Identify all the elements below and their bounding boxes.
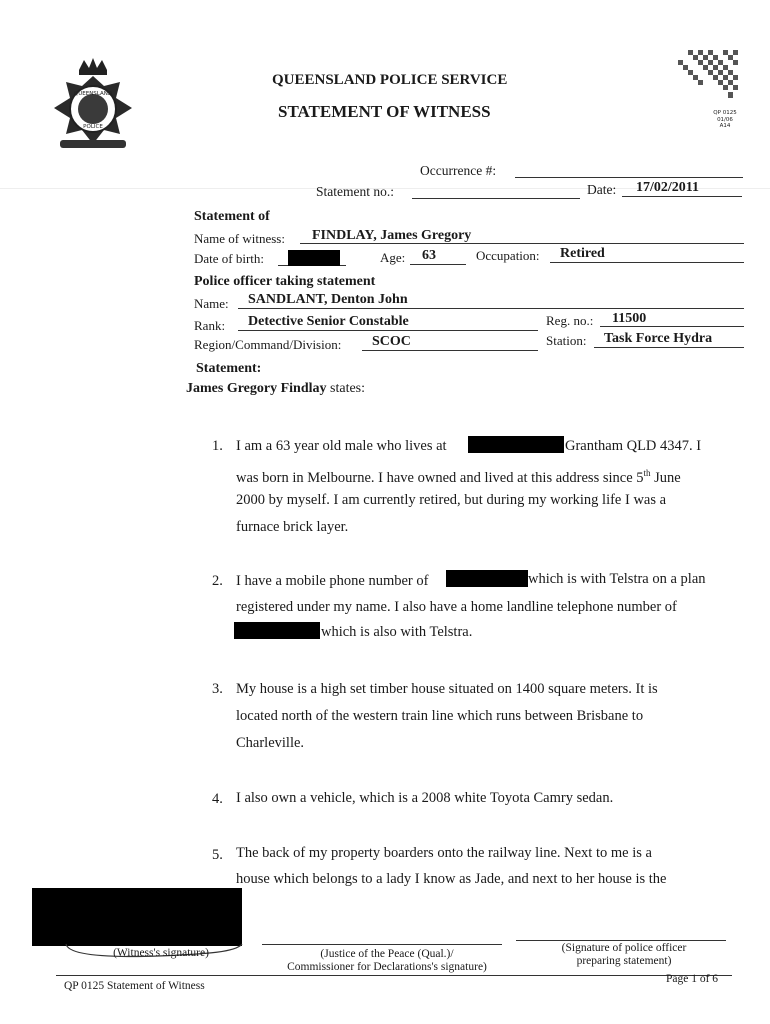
witness-signature-redaction — [32, 888, 242, 946]
para-5-line-2: house which belongs to a lady I know as Jade, and next to her house is the — [236, 871, 667, 887]
rank-field — [238, 330, 538, 331]
para-4-line-1: I also own a vehicle, which is a 2008 white Toyota Camry sedan. — [236, 790, 614, 806]
statement-no-label: Statement no.: — [316, 184, 394, 199]
witness-name-value: FINDLAY, James Gregory — [312, 228, 472, 243]
statement-of-heading: Statement of — [194, 209, 270, 224]
intro-states: states: — [326, 381, 366, 396]
para-2-line-2: registered under my name. I also have a home landline telephone number of — [236, 599, 677, 615]
para-1-number: 1. — [212, 438, 223, 454]
officer-name-label: Name: — [194, 296, 229, 311]
para-5-number: 5. — [212, 847, 223, 863]
occupation-field — [550, 262, 744, 263]
date-label: Date: — [587, 182, 617, 197]
witness-signature-caption: (Witness's signature) — [113, 947, 209, 959]
officer-heading: Police officer taking statement — [194, 274, 376, 289]
date-field — [622, 196, 742, 197]
para-2-line-1b: which is with Telstra on a plan — [528, 571, 706, 587]
para-1-line-1b: Grantham QLD 4347. I — [565, 438, 702, 454]
age-label: Age: — [380, 250, 406, 265]
svg-text:POLICE: POLICE — [83, 124, 103, 130]
officer-name-field — [238, 308, 744, 309]
para-2-line-1: I have a mobile phone number of — [236, 573, 429, 589]
para-4-number: 4. — [212, 791, 223, 807]
document-title: STATEMENT OF WITNESS — [278, 102, 491, 121]
occurrence-field — [515, 177, 743, 178]
mobile-redaction — [446, 570, 528, 587]
para-3-line-2: located north of the western train line which runs between Brisbane to — [236, 708, 644, 724]
age-field — [410, 264, 466, 265]
occurrence-label: Occurrence #: — [420, 163, 497, 178]
region-label: Region/Command/Division: — [194, 337, 342, 352]
region-field — [362, 350, 538, 351]
para-3-number: 3. — [212, 681, 223, 697]
reg-value: 11500 — [612, 311, 647, 326]
region-value: SCOC — [372, 334, 411, 349]
para-3-line-1: My house is a high set timber house situated on 1400 square meters. It is — [236, 681, 658, 697]
officer-signature-line — [516, 940, 726, 941]
form-name: QP 0125 Statement of Witness — [64, 980, 205, 992]
intro-witness-name: James Gregory Findlay — [186, 381, 327, 396]
para-1-line-4: furnace brick layer. — [236, 519, 349, 535]
station-value: Task Force Hydra — [604, 331, 713, 346]
reg-label: Reg. no.: — [546, 313, 594, 328]
para-1-line-3: 2000 by myself. I am currently retired, but during my working life I was a — [236, 492, 667, 508]
para-2-line-3: which is also with Telstra. — [321, 624, 473, 640]
officer-signature-caption: (Signature of police officer preparing statement) — [561, 942, 687, 967]
statement-no-field — [412, 198, 580, 199]
dob-label: Date of birth: — [194, 251, 265, 266]
footer-rule — [56, 975, 732, 976]
address-redaction — [468, 436, 564, 453]
witness-name-label: Name of witness: — [194, 231, 285, 246]
statement-heading: Statement: — [196, 361, 262, 376]
rank-label: Rank: — [194, 318, 226, 333]
rank-value: Detective Senior Constable — [248, 314, 409, 329]
occupation-value: Retired — [560, 246, 605, 261]
date-value: 17/02/2011 — [636, 180, 700, 195]
age-value: 63 — [422, 248, 436, 263]
para-5-line-1: The back of my property boarders onto the railway line. Next to me is a — [236, 845, 652, 861]
para-2-number: 2. — [212, 573, 223, 589]
officer-name-value: SANDLANT, Denton John — [248, 292, 408, 307]
para-1-line-2: was born in Melbourne. I have owned and lived at this address since 5th June — [236, 468, 681, 486]
dob-redaction — [288, 250, 340, 266]
form-barcode-pattern — [668, 50, 738, 98]
svg-text:QUEENSLAND: QUEENSLAND — [73, 91, 113, 97]
form-code: QP 0125 01/06 A14 — [713, 110, 737, 129]
page-number: Page 1 of 6 — [666, 973, 719, 985]
jp-signature-line — [262, 944, 502, 945]
landline-redaction — [234, 622, 320, 639]
statement-intro — [186, 381, 365, 397]
jp-signature-caption: (Justice of the Peace (Qual.)/ Commissioner for Declarations's signature) — [287, 948, 487, 973]
para-3-line-3: Charleville. — [236, 735, 305, 751]
station-field — [594, 347, 744, 348]
station-label: Station: — [546, 333, 587, 348]
police-crest-logo — [46, 56, 140, 156]
org-name: QUEENSLAND POLICE SERVICE — [272, 72, 508, 88]
occupation-label: Occupation: — [476, 248, 540, 263]
para-1-line-1: I am a 63 year old male who lives at — [236, 438, 447, 454]
